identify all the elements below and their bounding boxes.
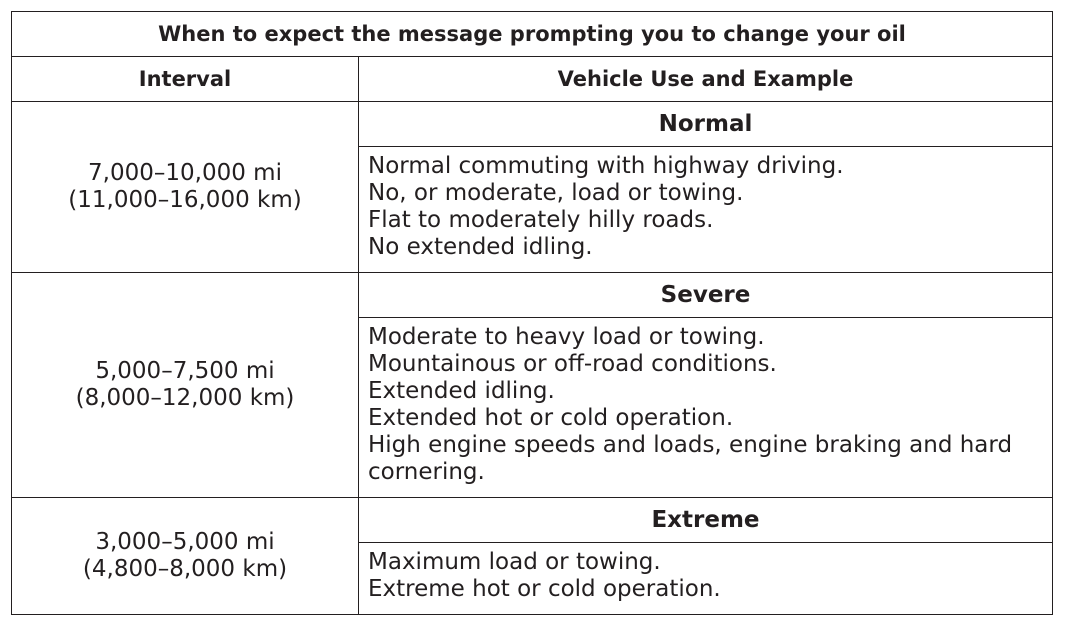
example-line: Extended hot or cold operation.	[368, 405, 734, 431]
example-line: Extreme hot or cold operation.	[368, 576, 721, 602]
interval-miles: 5,000–7,500 mi	[95, 358, 275, 384]
example-line: Normal commuting with highway driving.	[368, 153, 844, 179]
table-title-row	[12, 12, 1053, 57]
example-line: Moderate to heavy load or towing.	[368, 324, 765, 350]
header-vehicle-use: Vehicle Use and Example	[359, 57, 1053, 102]
table-row	[12, 273, 1053, 318]
example-line: No, or moderate, load or towing.	[368, 180, 744, 206]
table-row	[12, 102, 1053, 147]
oil-change-table	[11, 11, 1053, 615]
category-extreme: Extreme	[359, 498, 1053, 543]
interval-kilometers: (8,000–12,000 km)	[75, 385, 295, 411]
interval-cell-severe	[12, 273, 359, 498]
table-row	[12, 498, 1053, 543]
examples-extreme	[359, 543, 1053, 615]
table-title: When to expect the message prompting you to change your oil	[12, 12, 1053, 57]
interval-kilometers: (4,800–8,000 km)	[82, 556, 288, 582]
table-header-row	[12, 57, 1053, 102]
category-normal: Normal	[359, 102, 1053, 147]
examples-normal	[359, 147, 1053, 273]
interval-cell-normal	[12, 102, 359, 273]
example-line: No extended idling.	[368, 234, 593, 260]
example-line: Mountainous or off-road conditions.	[368, 351, 777, 377]
interval-miles: 7,000–10,000 mi	[88, 160, 282, 186]
interval-kilometers: (11,000–16,000 km)	[68, 187, 302, 213]
example-line: Flat to moderately hilly roads.	[368, 207, 714, 233]
example-line: Maximum load or towing.	[368, 549, 661, 575]
interval-cell-extreme	[12, 498, 359, 615]
category-severe: Severe	[359, 273, 1053, 318]
example-line: Extended idling.	[368, 378, 555, 404]
header-interval: Interval	[12, 57, 359, 102]
example-line: cornering.	[368, 459, 485, 485]
interval-miles: 3,000–5,000 mi	[95, 529, 275, 555]
examples-severe	[359, 318, 1053, 498]
example-line: High engine speeds and loads, engine braking and hard	[368, 432, 1013, 458]
